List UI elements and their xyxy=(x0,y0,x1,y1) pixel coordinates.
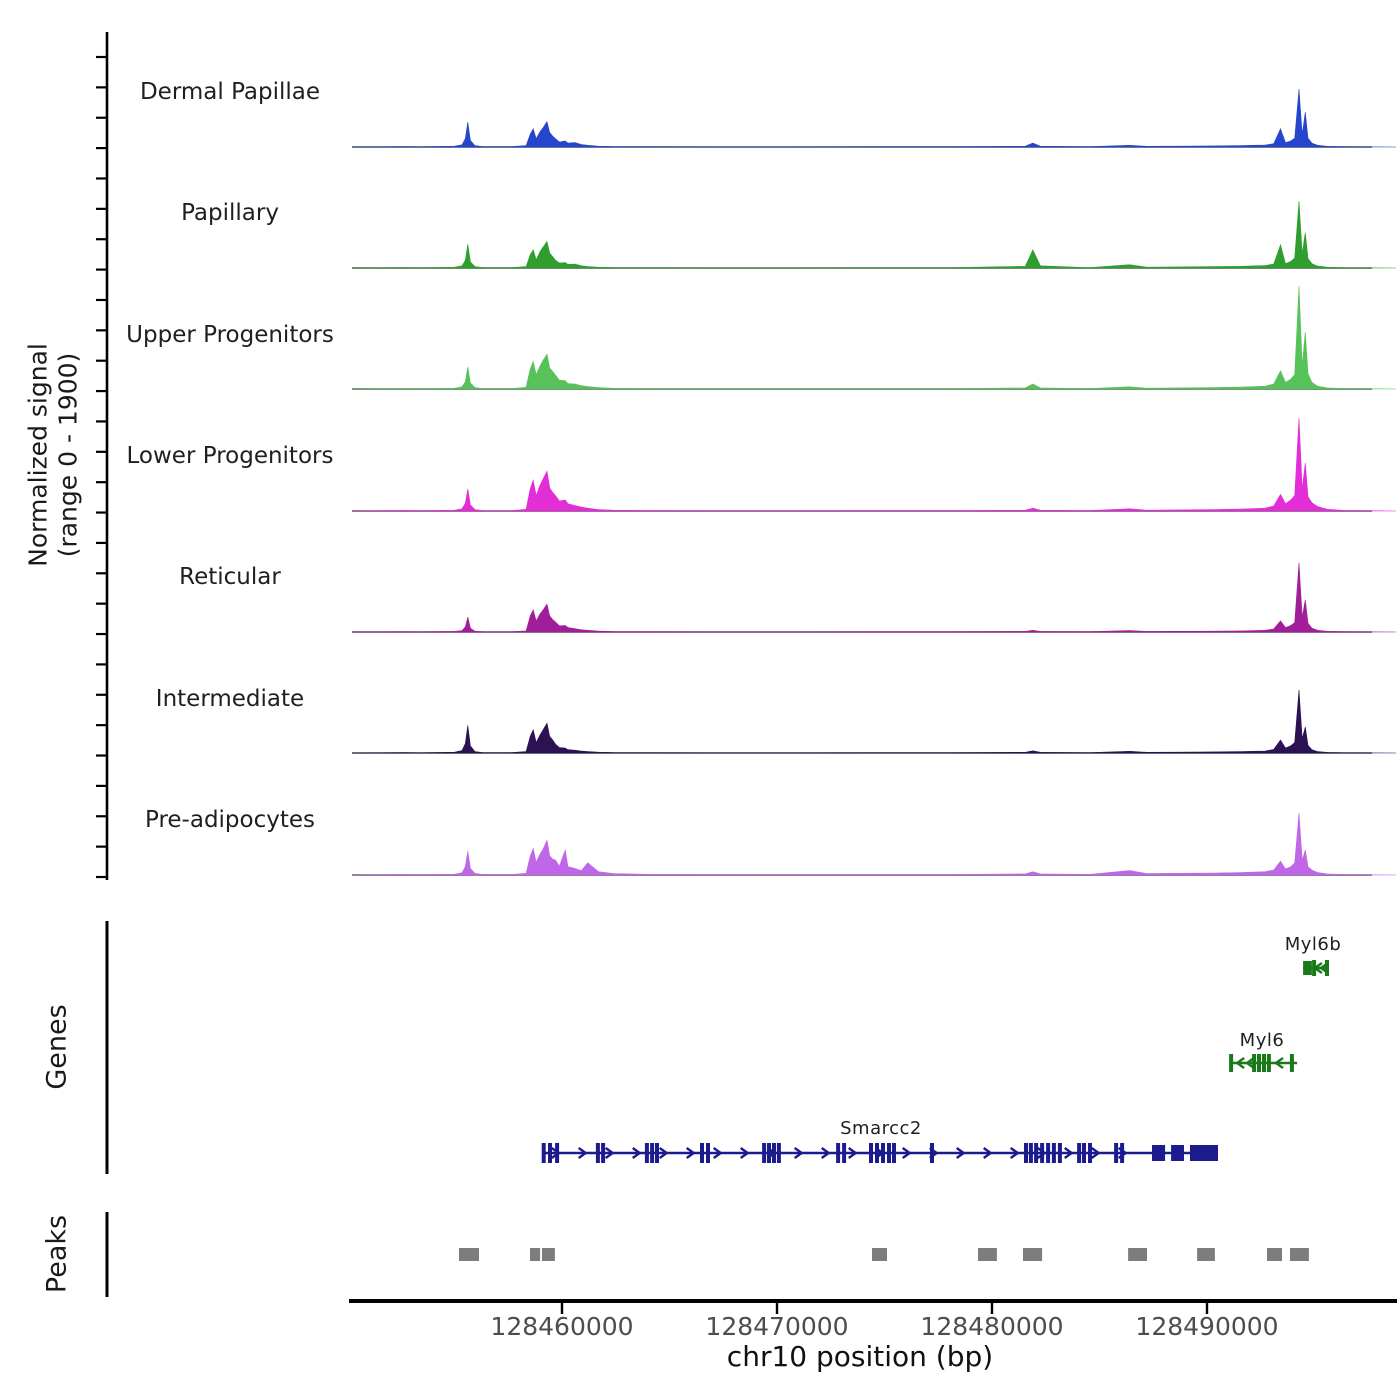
gene-exon-bar xyxy=(762,1143,766,1163)
signal-area-4 xyxy=(352,563,1396,632)
gene-exon-bar xyxy=(836,1143,840,1163)
gene-exon-bar xyxy=(1120,1143,1124,1163)
track-label-dermal-papillae: Dermal Papillae xyxy=(139,79,321,105)
gene-exon-bar xyxy=(1088,1143,1092,1163)
gene-exon-box xyxy=(1171,1145,1184,1161)
track-label-papillary: Papillary xyxy=(181,200,279,226)
peak-box xyxy=(1023,1248,1042,1261)
genes-section-label: Genes xyxy=(41,1004,73,1090)
gene-exon-bar xyxy=(645,1143,649,1163)
gene-exon-bar xyxy=(601,1143,605,1163)
peak-box xyxy=(1267,1248,1282,1261)
gene-exon-bar xyxy=(1058,1143,1062,1163)
signal-area-1 xyxy=(352,201,1396,268)
peak-box xyxy=(459,1248,479,1261)
gene-exon-bar xyxy=(842,1143,846,1163)
x-tick-label-128490000: 128490000 xyxy=(1135,1312,1279,1341)
x-tick-label-128480000: 128480000 xyxy=(920,1312,1064,1341)
peaks-section-label: Peaks xyxy=(41,1214,73,1294)
signal-area-3 xyxy=(352,418,1396,511)
gene-exon-box xyxy=(1303,961,1312,975)
gene-exon-bar xyxy=(700,1143,704,1163)
peak-box xyxy=(542,1248,555,1261)
track-label-reticular: Reticular xyxy=(179,564,281,590)
peak-box xyxy=(1197,1248,1215,1261)
gene-exon-bar xyxy=(1229,1054,1233,1072)
x-axis-title: chr10 position (bp) xyxy=(726,1340,994,1373)
peak-box xyxy=(1128,1248,1147,1261)
gene-exon-bar xyxy=(875,1143,879,1163)
gene-exon-bar xyxy=(1082,1143,1086,1163)
gene-exon-bar xyxy=(1262,1054,1266,1072)
gene-exon-bar xyxy=(706,1143,710,1163)
signal-area-0 xyxy=(352,89,1396,147)
signal-area-5 xyxy=(352,690,1396,753)
track-label-upper-progenitors: Upper Progenitors xyxy=(126,322,334,348)
gene-exon-bar xyxy=(1077,1143,1081,1163)
peak-box xyxy=(530,1248,540,1261)
gene-exon-bar xyxy=(1029,1143,1033,1163)
gene-exon-bar xyxy=(1034,1143,1038,1163)
gene-exon-bar xyxy=(542,1143,546,1163)
gene-exon-bar xyxy=(1252,1054,1256,1072)
signal-area-6 xyxy=(352,813,1396,875)
peak-box xyxy=(978,1248,997,1261)
x-tick-label-128470000: 128470000 xyxy=(705,1312,849,1341)
y-axis-title-line1: Normalized signal xyxy=(23,343,53,567)
track-label-lower-progenitors: Lower Progenitors xyxy=(126,443,334,469)
track-label-intermediate: Intermediate xyxy=(155,686,305,712)
gene-exon-bar xyxy=(892,1143,896,1163)
peak-box xyxy=(1290,1248,1309,1261)
gene-exon-bar xyxy=(650,1143,654,1163)
gene-exon-bar xyxy=(1257,1054,1261,1072)
track-label-pre-adipocytes: Pre-adipocytes xyxy=(144,807,316,833)
y-axis-title-line2: (range 0 - 1900) xyxy=(53,352,83,558)
x-tick-label-128460000: 128460000 xyxy=(490,1312,634,1341)
signal-area-2 xyxy=(352,286,1396,389)
gene-exon-bar xyxy=(777,1143,781,1163)
gene-exon-bar xyxy=(1267,1054,1271,1072)
gene-exon-bar xyxy=(655,1143,659,1163)
gene-exon-bar xyxy=(1024,1143,1028,1163)
gene-exon-bar xyxy=(596,1143,600,1163)
gene-exon-bar xyxy=(1114,1143,1118,1163)
gene-exon-bar xyxy=(930,1143,934,1163)
gene-label-smarcc2: Smarcc2 xyxy=(840,1118,922,1139)
gene-label-myl6b: Myl6b xyxy=(1284,934,1342,955)
gene-exon-bar xyxy=(1052,1143,1056,1163)
gene-exon-box xyxy=(1152,1145,1165,1161)
gene-exon-bar xyxy=(887,1143,891,1163)
peak-box xyxy=(872,1248,887,1261)
gene-exon-bar xyxy=(767,1143,771,1163)
gene-label-myl6: Myl6 xyxy=(1239,1030,1285,1051)
gene-exon-bar xyxy=(548,1143,552,1163)
gene-exon-box xyxy=(1190,1145,1218,1161)
gene-exon-bar xyxy=(869,1143,873,1163)
gene-exon-bar xyxy=(1290,1054,1294,1072)
